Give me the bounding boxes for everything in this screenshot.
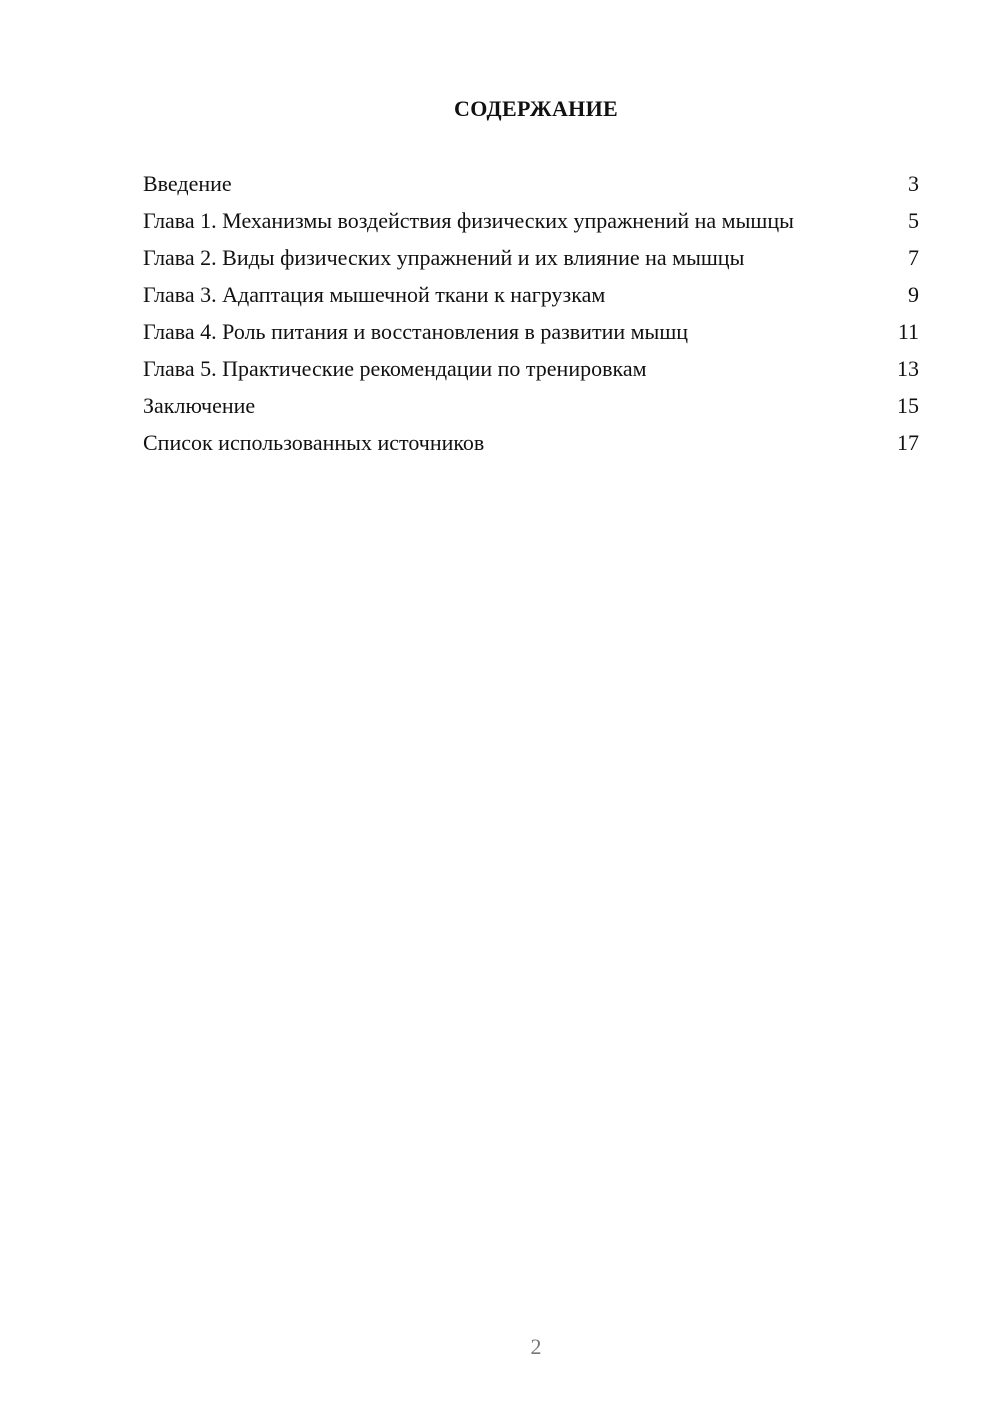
toc-item-label: Глава 1. Механизмы воздействия физических упражнений на мышцы (143, 208, 794, 233)
toc-item-chapter-3 (143, 281, 919, 308)
toc-item-label: Список использованных источников (143, 430, 485, 455)
toc-item-label: Глава 2. Виды физических упражнений и их влияние на мышцы (143, 245, 745, 270)
toc-item-references (143, 429, 919, 456)
toc-item-conclusion (143, 392, 919, 419)
toc-item-page: 3 (908, 171, 919, 196)
toc-item-chapter-4 (143, 318, 919, 345)
toc-item-page: 13 (897, 356, 919, 381)
toc-item-chapter-5 (143, 355, 919, 382)
toc-item-page: 11 (897, 319, 919, 344)
toc-item-chapter-1 (143, 207, 919, 234)
toc-item-page: 15 (897, 393, 919, 418)
toc-item-page: 9 (908, 282, 919, 307)
toc-item-chapter-2 (143, 244, 919, 271)
page-number: 2 (530, 1334, 542, 1359)
toc-item-label: Глава 4. Роль питания и восстановления в развитии мышц (143, 319, 689, 344)
table-of-contents (143, 170, 919, 466)
toc-item-label: Введение (143, 171, 232, 196)
toc-item-page: 17 (897, 430, 919, 455)
toc-item-page: 5 (908, 208, 919, 233)
toc-item-introduction (143, 170, 919, 197)
toc-item-label: Глава 3. Адаптация мышечной ткани к нагрузкам (143, 282, 606, 307)
toc-item-page: 7 (908, 245, 919, 270)
toc-item-label: Глава 5. Практические рекомендации по тренировкам (143, 356, 647, 381)
toc-item-label: Заключение (143, 393, 256, 418)
page-title: СОДЕРЖАНИЕ (454, 96, 618, 121)
